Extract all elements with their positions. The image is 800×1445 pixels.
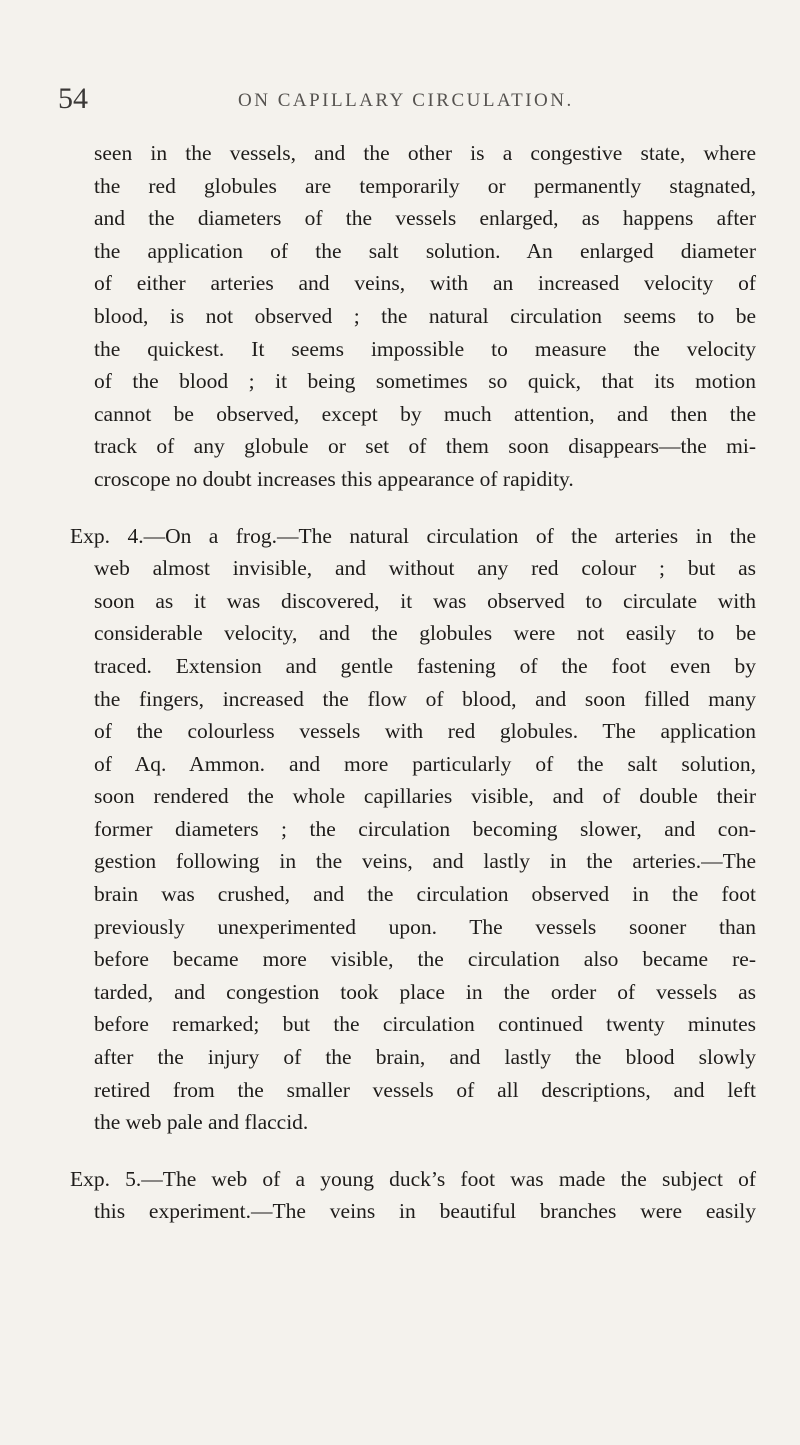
text-line: the application of the salt solution. An enlarged diameter — [94, 238, 756, 263]
text-line: tarded, and congestion took place in the order of vessels as — [94, 979, 756, 1004]
text-line: previously unexperimented upon. The vessels sooner than — [94, 914, 756, 939]
text-line: considerable velocity, and the globules were not easily to be — [94, 621, 756, 646]
text-line: gestion following in the veins, and lastly in the arteries.—The — [94, 849, 756, 874]
text-line: the web pale and flaccid. — [94, 1110, 309, 1135]
text-line: of Aq. Ammon. and more particularly of the salt solution, — [94, 751, 756, 776]
text-line: and the diameters of the vessels enlarged, as happens after — [94, 206, 756, 231]
text-line: brain was crushed, and the circulation observed in the foot — [94, 882, 756, 907]
text-line: track of any globule or set of them soon disappears—the mi- — [94, 434, 756, 459]
text-line: after the injury of the brain, and lastly the blood slowly — [94, 1045, 756, 1070]
text-line: the red globules are temporarily or permanently stagnated, — [94, 173, 756, 198]
text-line: soon as it was discovered, it was observed to circulate with — [94, 588, 756, 613]
body-text — [70, 137, 756, 1228]
text-line: croscope no doubt increases this appearance of rapidity. — [94, 466, 574, 491]
text-line: web almost invisible, and without any red colour ; but as — [94, 556, 756, 581]
page-number: 54 — [58, 82, 88, 115]
paragraph-gap — [94, 1139, 756, 1163]
text-line: retired from the smaller vessels of all descriptions, and left — [94, 1077, 756, 1102]
text-line: of the blood ; it being sometimes so quick, that its motion — [94, 369, 756, 394]
text-line: the fingers, increased the flow of blood, and soon filled many — [94, 686, 756, 711]
paragraph-2 — [70, 520, 756, 1139]
text-line: of either arteries and veins, with an increased velocity of — [94, 271, 756, 296]
text-line: Exp. 5.—The web of a young duck’s foot was made the subject of — [70, 1166, 756, 1191]
text-line: before remarked; but the circulation continued twenty minutes — [94, 1012, 756, 1037]
page-header — [58, 82, 778, 122]
text-line: soon rendered the whole capillaries visible, and of double their — [94, 784, 756, 809]
paragraph-3 — [70, 1163, 756, 1228]
running-head: ON CAPILLARY CIRCULATION. — [238, 90, 574, 111]
paragraph-gap — [94, 496, 756, 520]
text-line: blood, is not observed ; the natural circulation seems to be — [94, 303, 756, 328]
text-line: this experiment.—The veins in beautiful branches were easily — [94, 1199, 756, 1224]
text-line: Exp. 4.—On a frog.—The natural circulation of the arteries in the — [70, 523, 756, 548]
paragraph-1 — [94, 137, 756, 496]
text-line: of the colourless vessels with red globules. The application — [94, 719, 756, 744]
text-line: before became more visible, the circulation also became re- — [94, 947, 756, 972]
text-line: the quickest. It seems impossible to measure the velocity — [94, 336, 756, 361]
text-line: seen in the vessels, and the other is a congestive state, where — [94, 141, 756, 165]
text-line: cannot be observed, except by much attention, and then the — [94, 401, 756, 426]
text-line: former diameters ; the circulation becoming slower, and con- — [94, 816, 756, 841]
text-line: traced. Extension and gentle fastening of the foot even by — [94, 653, 756, 678]
